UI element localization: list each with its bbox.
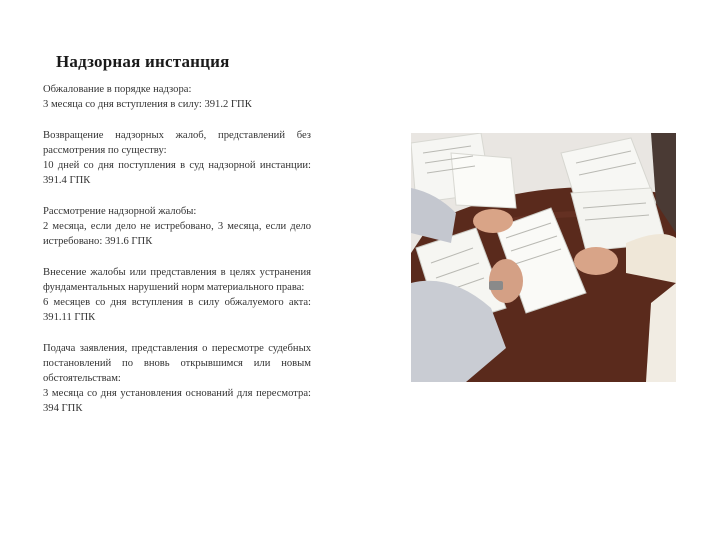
list-item	[43, 341, 311, 416]
item-body: 3 месяца со дня вступления в силу: 391.2 ГПК	[43, 99, 252, 110]
list-item	[43, 204, 311, 249]
item-body: 6 месяцев со дня вступления в силу обжалуемого акта: 391.11 ГПК	[43, 297, 311, 323]
list-item	[43, 128, 311, 188]
documents-on-table-photo	[411, 133, 676, 382]
slide-title: Надзорная инстанция	[56, 52, 230, 71]
list-item	[43, 82, 311, 112]
text-column	[43, 82, 311, 432]
item-heading: Обжалование в порядке надзора:	[43, 84, 192, 95]
item-body: 2 месяца, если дело не истребовано, 3 месяца, если дело истребовано: 391.6 ГПК	[43, 221, 311, 247]
item-heading: Подача заявления, представления о пересмотре судебных постановлений по вновь открывшимся или новым обстоятельствам:	[43, 343, 311, 384]
item-heading: Внесение жалобы или представления в целях устранения фундаментальных нарушений норм материального права:	[43, 267, 311, 293]
item-heading: Возвращение надзорных жалоб, представлений без рассмотрения по существу:	[43, 130, 311, 156]
item-body: 10 дней со дня поступления в суд надзорной инстанции: 391.4 ГПК	[43, 160, 311, 186]
item-body: 3 месяца со дня установления оснований для пересмотра: 394 ГПК	[43, 388, 311, 414]
list-item	[43, 265, 311, 325]
item-heading: Рассмотрение надзорной жалобы:	[43, 206, 197, 217]
